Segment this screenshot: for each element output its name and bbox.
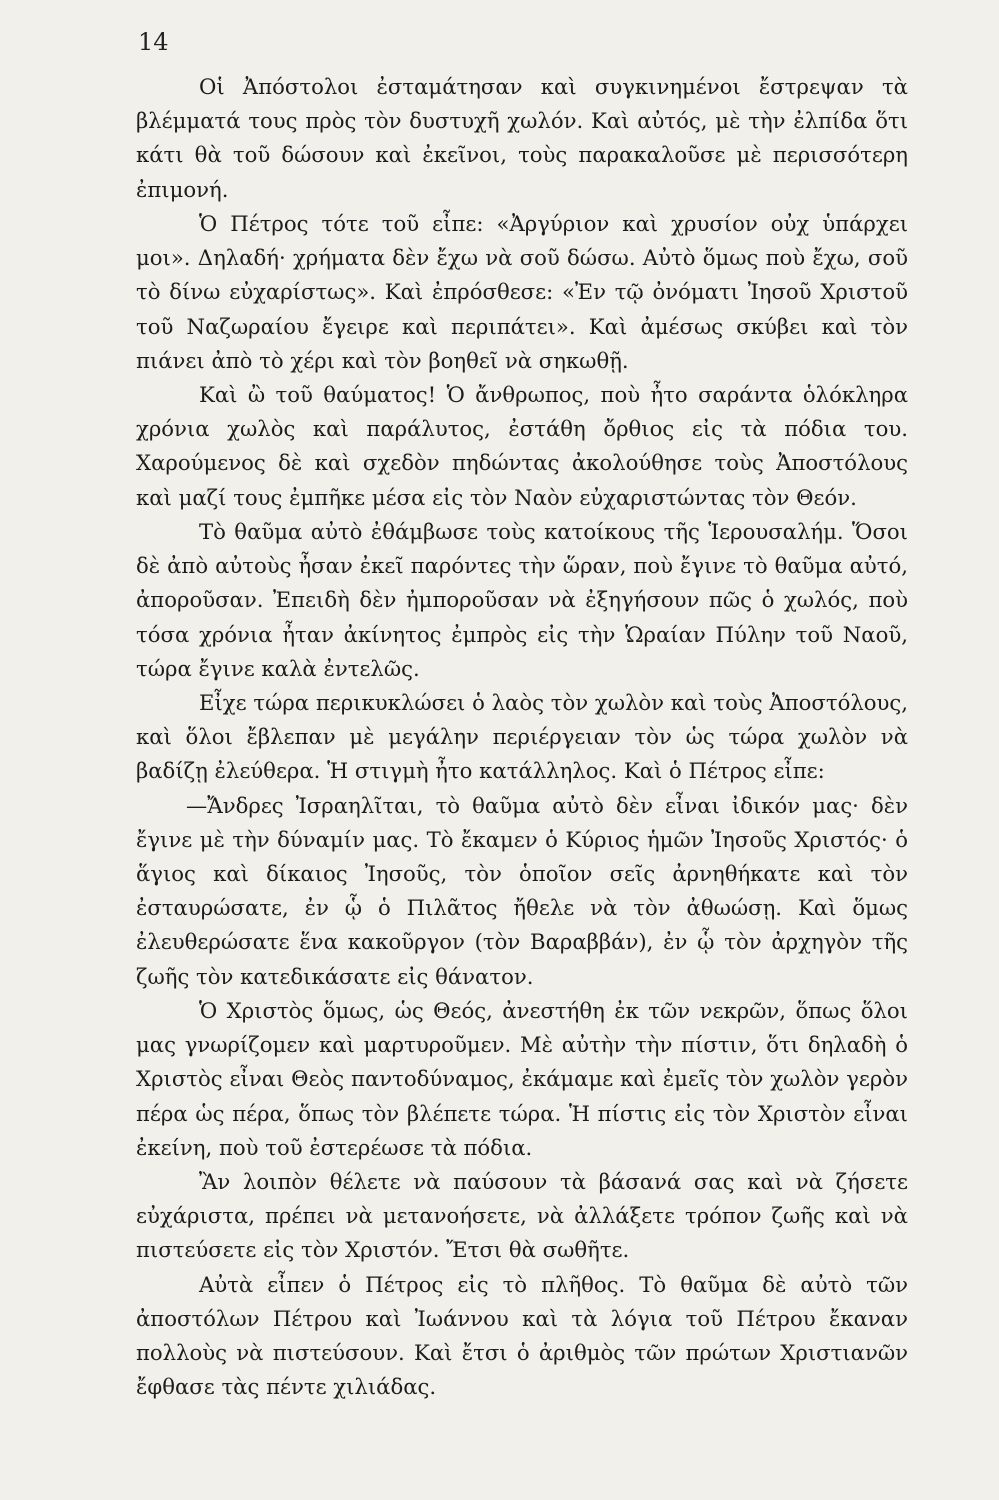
paragraph: Τὸ θαῦμα αὐτὸ ἐθάμβωσε τοὺς κατοίκους τῆς Ἱερουσαλήμ. Ὅσοι δὲ ἀπὸ αὐτοὺς ἦσαν ἐκεῖ παρόντες τὴν ὥραν, ποὺ ἔγινε τὸ θαῦμα αὐτό, ἀποροῦσαν. Ἐπειδὴ δὲν ἠμποροῦσαν νὰ ἐξηγήσουν πῶς ὁ χωλός, ποὺ τόσα χρόνια ἦταν ἀκίνητος ἐμπρὸς εἰς τὴν Ὡραίαν Πύλην τοῦ Ναοῦ, τώρα ἔγινε καλὰ ἐντελῶς. <box>136 518 908 681</box>
paragraph: Καὶ ὢ τοῦ θαύματος! Ὁ ἄνθρωπος, ποὺ ἦτο σαράντα ὁλόκληρα χρόνια χωλὸς καὶ παράλυτος, ἐστάθη ὄρθιος εἰς τὰ πόδια του. Χαρούμενος δὲ καὶ σχεδὸν πηδώντας ἀκολούθησε τοὺς Ἀποστόλους καὶ μαζί τους ἐμπῆκε μέσα εἰς τὸν Ναὸν εὐχαριστώντας τὸν Θεόν. <box>136 381 908 510</box>
paragraph: Οἱ Ἀπόστολοι ἐσταμάτησαν καὶ συγκινημένοι ἔστρεψαν τὰ βλέμματά τους πρὸς τὸν δυστυχῆ χωλόν. Καὶ αὐτός, μὲ τὴν ἐλπίδα ὅτι κάτι θὰ τοῦ δώσουν καὶ ἐκεῖνοι, τοὺς παρακαλοῦσε μὲ περισσότερη ἐπιμονή. <box>136 74 908 202</box>
paragraph: Ὁ Χριστὸς ὅμως, ὡς Θεός, ἀνεστήθη ἐκ τῶν νεκρῶν, ὅπως ὅλοι μας γνωρίζομεν καὶ μαρτυροῦμεν. Μὲ αὐτὴν τὴν πίστιν, ὅτι δηλαδὴ ὁ Χριστὸς εἶναι Θεὸς παντοδύναμος, ἐκάμαμε καὶ ἐμεῖς τὸν χωλὸν γερὸν πέρα ὡς πέρα, ὅπως τὸν βλέπετε τώρα. Ἡ πίστις εἰς τὸν Χριστὸν εἶναι ἐκείνη, ποὺ τοῦ ἐστερέωσε τὰ πόδια. <box>136 997 908 1160</box>
paragraph: Αὐτὰ εἶπεν ὁ Πέτρος εἰς τὸ πλῆθος. Τὸ θαῦμα δὲ αὐτὸ τῶν ἀποστόλων Πέτρου καὶ Ἰωάννου καὶ τὰ λόγια τοῦ Πέτρου ἔκαναν πολλοὺς νὰ πιστεύσουν. Καὶ ἔτσι ὁ ἀριθμὸς τῶν πρώτων Χριστιανῶν ἔφθασε τὰς πέντε χιλιάδας. <box>136 1271 908 1400</box>
paragraph: Ὁ Πέτρος τότε τοῦ εἶπε: «Ἀργύριον καὶ χρυσίον οὐχ ὑπάρχει μοι». Δηλαδή· χρήματα δὲν ἔχω νὰ σοῦ δώσω. Αὐτὸ ὅμως ποὺ ἔχω, σοῦ τὸ δίνω εὐχαρίστως». Καὶ ἐπρόσθεσε: «Ἐν τῷ ὀνόματι Ἰησοῦ Χριστοῦ τοῦ Ναζωραίου ἔγειρε καὶ περιπάτει». Καὶ ἀμέσως σκύβει καὶ τὸν πιάνει ἀπὸ τὸ χέρι καὶ τὸν βοηθεῖ νὰ σηκωθῇ. <box>136 210 908 373</box>
paragraph-speech: —Ἄνδρες Ἰσραηλῖται, τὸ θαῦμα αὐτὸ δὲν εἶναι ἰδικόν μας· δὲν ἔγινε μὲ τὴν δύναμίν μας. Τὸ ἔκαμεν ὁ Κύριος ἡμῶν Ἰησοῦς Χριστός· ὁ ἅγιος καὶ δίκαιος Ἰησοῦς, τὸν ὁποῖον σεῖς ἀρνηθήκατε καὶ τὸν ἐσταυρώσατε, ἐν ᾧ ὁ Πιλᾶτος ἤθελε νὰ τὸν ἀθωώσῃ. Καὶ ὅμως ἐλευθερώσατε ἕνα κακοῦργον (τὸν Βαραββάν), ἐν ᾧ τὸν ἀρχηγὸν τῆς ζωῆς τὸν κατεδικάσατε εἰς θάνατον. <box>136 792 908 989</box>
page-body-text <box>136 70 908 1405</box>
paragraph: Ἂν λοιπὸν θέλετε νὰ παύσουν τὰ βάσανά σας καὶ νὰ ζήσετε εὐχάριστα, πρέπει νὰ μετανοήσετε, νὰ ἀλλάξετε τρόπον ζωῆς καὶ νὰ πιστεύσετε εἰς τὸν Χριστόν. Ἔτσι θὰ σωθῆτε. <box>136 1169 908 1263</box>
page-number: 14 <box>138 28 169 56</box>
paragraph: Εἶχε τώρα περικυκλώσει ὁ λαὸς τὸν χωλὸν καὶ τοὺς Ἀποστόλους, καὶ ὅλοι ἔβλεπαν μὲ μεγάλην περιέργειαν τὸν ὡς τώρα χωλὸν νὰ βαδίζῃ ἐλεύθερα. Ἡ στιγμὴ ἦτο κατάλληλος. Καὶ ὁ Πέτρος εἶπε: <box>136 689 908 784</box>
